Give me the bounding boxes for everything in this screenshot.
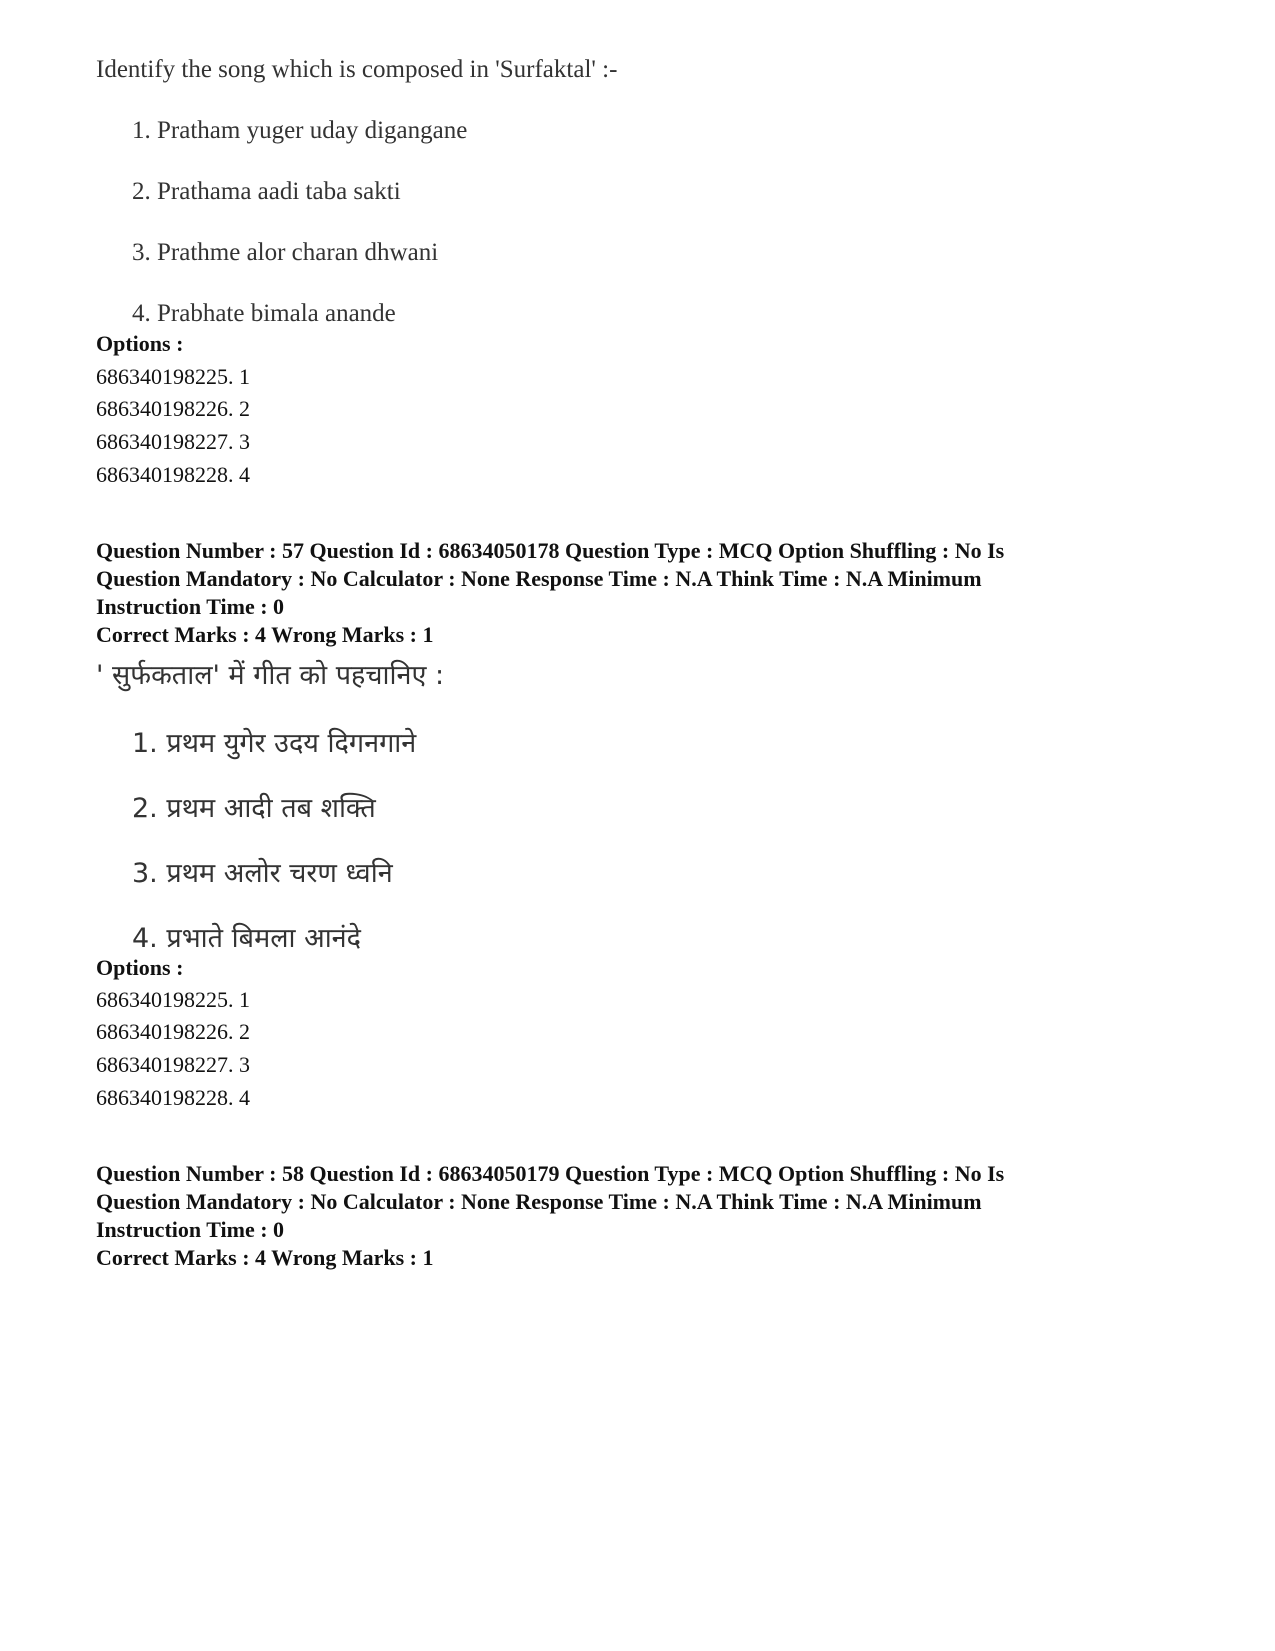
question-meta-line: Question Number : 57 Question Id : 68634050178 Question Type : MCQ Option Shuffling : No Is	[96, 538, 1005, 563]
option-line: 686340198228. 4	[96, 462, 250, 487]
option-line: 686340198226. 2	[96, 396, 250, 421]
question-item: 1. प्रथम युगेर उदय दिगनगाने	[132, 728, 417, 759]
question-item: 4. Prabhate bimala anande	[132, 300, 396, 327]
option-line: 686340198226. 2	[96, 1019, 250, 1044]
question-meta-line: Instruction Time : 0	[96, 1217, 285, 1242]
option-line: 686340198225. 1	[96, 987, 250, 1012]
question-item: 1. Pratham yuger uday digangane	[132, 117, 468, 144]
question-text: Identify the song which is composed in 'Surfaktal' :-	[96, 56, 618, 83]
question-text: ' सुर्फकताल' में गीत को पहचानिए :	[96, 660, 445, 691]
question-meta-line: Question Number : 58 Question Id : 68634050179 Question Type : MCQ Option Shuffling : No Is	[96, 1161, 1005, 1186]
marks-line: Correct Marks : 4 Wrong Marks : 1	[96, 1245, 434, 1270]
question-item: 4. प्रभाते बिमला आनंदे	[132, 923, 362, 954]
option-line: 686340198227. 3	[96, 1052, 250, 1077]
options-label: Options :	[96, 331, 184, 356]
options-label: Options :	[96, 955, 184, 980]
question-meta	[96, 537, 1196, 621]
question-meta	[96, 1160, 1196, 1244]
question-meta-line: Instruction Time : 0	[96, 594, 285, 619]
marks-line: Correct Marks : 4 Wrong Marks : 1	[96, 622, 434, 647]
question-item: 2. प्रथम आदी तब शक्ति	[132, 793, 376, 824]
question-meta-line: Question Mandatory : No Calculator : None Response Time : N.A Think Time : N.A Minimum	[96, 566, 982, 591]
question-meta-line: Question Mandatory : No Calculator : None Response Time : N.A Think Time : N.A Minimum	[96, 1189, 982, 1214]
option-line: 686340198227. 3	[96, 429, 250, 454]
question-item: 2. Prathama aadi taba sakti	[132, 178, 401, 205]
option-line: 686340198228. 4	[96, 1085, 250, 1110]
option-line: 686340198225. 1	[96, 364, 250, 389]
question-item: 3. प्रथम अलोर चरण ध्वनि	[132, 858, 393, 889]
question-item: 3. Prathme alor charan dhwani	[132, 239, 439, 266]
